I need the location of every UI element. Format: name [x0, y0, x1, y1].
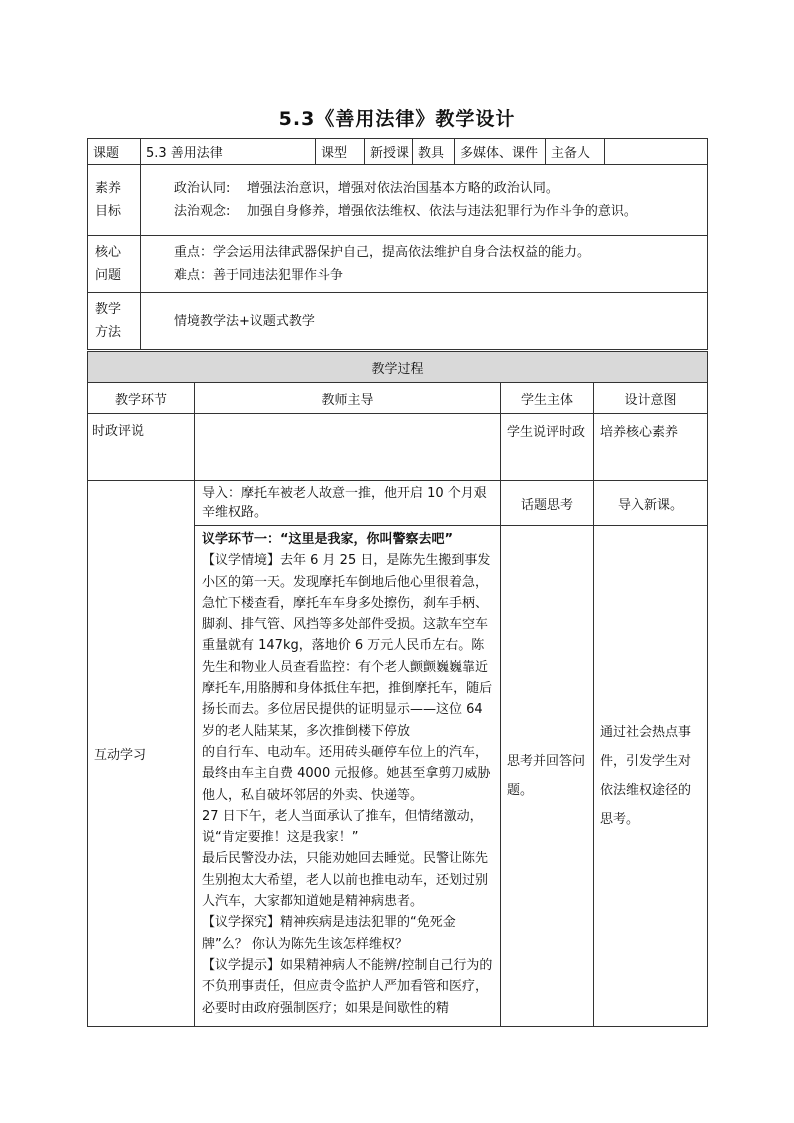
news-stage: 时政评说 — [88, 414, 195, 481]
interact-stage: 互动学习 — [88, 481, 195, 1027]
news-row — [88, 414, 708, 481]
method-value: 情境教学法+议题式教学 — [141, 293, 708, 350]
tools-value: 多媒体、课件 — [455, 139, 546, 165]
method-label — [88, 293, 141, 350]
literacy-content — [141, 165, 708, 236]
activity-title: 议学环节一：“这里是我家，你叫警察去吧” — [202, 532, 454, 547]
header-stage: 教学环节 — [88, 383, 195, 414]
header-teacher: 教师主导 — [195, 383, 501, 414]
type-label: 课型 — [316, 139, 365, 165]
process-header-row — [88, 383, 708, 414]
literacy-label-line-2: 目标 — [95, 204, 122, 219]
info-row-literacy — [88, 165, 708, 236]
topic-value: 5.3 善用法律 — [141, 139, 316, 165]
core-label — [88, 236, 141, 293]
news-teacher — [195, 414, 501, 481]
core-label-line-1: 核心 — [95, 245, 122, 260]
literacy-line-2: 法治观念: 加强自身修养，增强依法维权、依法与违法犯罪行为作斗争的意识。 — [174, 204, 637, 219]
type-value: 新授课 — [365, 139, 413, 165]
preparer-label: 主备人 — [546, 139, 605, 165]
interact-intent: 通过社会热点事件，引发学生对依法维权途径的思考。 — [594, 526, 708, 1027]
tools-label: 教具 — [413, 139, 455, 165]
paragraph-2: 的自行车、电动车。还用砖头砸停车位上的汽车，最终由车主自费 4000 元报修。她甚至拿剪刀威胁他人，私自破坏邻居的外卖、快递等。 — [202, 744, 491, 803]
news-intent: 培养核心素养 — [594, 414, 708, 481]
literacy-label — [88, 165, 141, 236]
paragraph-5: 【议学探究】精神疾病是违法犯罪的“免死金牌”么？ 你认为陈先生该怎样维权？ — [202, 915, 456, 952]
literacy-line-1: 政治认同: 增强法治意识，增强对依法治国基本方略的政治认同。 — [174, 181, 559, 196]
header-intent: 设计意图 — [594, 383, 708, 414]
info-table — [87, 138, 708, 350]
intro-row — [88, 481, 708, 526]
process-section-title: 教学过程 — [88, 352, 708, 383]
paragraph-1: 【议学情境】去年 6 月 25 日，是陈先生搬到事发小区的第一天。发现摩托车倒地后他心里很着急，急忙下楼查看，摩托车车身多处擦伤，刹车手柄、脚刹、排气管、风挡等多处部件受损。这款车空车重量就有 147kg，落地价 6 万元人民币左右。陈先生和物业人员查看监控：有个老人颤颤巍巍靠近摩托车,用胳膊和身体抵住车把，推倒摩托车，随后扬长而去。多位居民提供的证明显示——这位 64 岁的老人陆某某，多次推倒楼下停放 — [202, 553, 493, 739]
intro-student: 话题思考 — [501, 481, 594, 526]
topic-label: 课题 — [88, 139, 141, 165]
news-student: 学生说评时政 — [501, 414, 594, 481]
info-row-method — [88, 293, 708, 350]
intro-teacher: 导入：摩托车被老人故意一推，他开启 10 个月艰辛维权路。 — [195, 481, 501, 526]
info-row-core — [88, 236, 708, 293]
process-table — [87, 351, 708, 1027]
core-label-line-2: 问题 — [95, 268, 122, 283]
info-row-topic — [88, 139, 708, 165]
interact-teacher — [195, 526, 501, 1027]
paragraph-3: 27 日下午，老人当面承认了推车，但情绪激动，说“肯定要推！这是我家！” — [202, 808, 483, 846]
core-content — [141, 236, 708, 293]
preparer-value — [605, 139, 708, 165]
literacy-label-line-1: 素养 — [95, 181, 122, 196]
core-line-2: 难点：善于同违法犯罪作斗争 — [174, 268, 344, 283]
paragraph-4: 最后民警没办法，只能劝她回去睡觉。民警让陈先生别抱太大希望，老人以前也推电动车，还划过别人汽车，大家都知道她是精神病患者。 — [202, 851, 489, 910]
core-line-1: 重点：学会运用法律武器保护自己，提高依法维护自身合法权益的能力。 — [174, 245, 591, 260]
interact-student: 思考并回答问题。 — [501, 526, 594, 1027]
method-label-line-2: 方法 — [95, 325, 122, 340]
process-title-row — [88, 352, 708, 383]
intro-intent: 导入新课。 — [594, 481, 708, 526]
method-label-line-1: 教学 — [95, 302, 122, 317]
header-student: 学生主体 — [501, 383, 594, 414]
page-title: 5.3《善用法律》教学设计 — [278, 108, 516, 130]
paragraph-6: 【议学提示】如果精神病人不能辨/控制自己行为的不负刑事责任，但应责令监护人严加看管和医疗，必要时由政府强制医疗；如果是间歇性的精 — [202, 957, 493, 1016]
